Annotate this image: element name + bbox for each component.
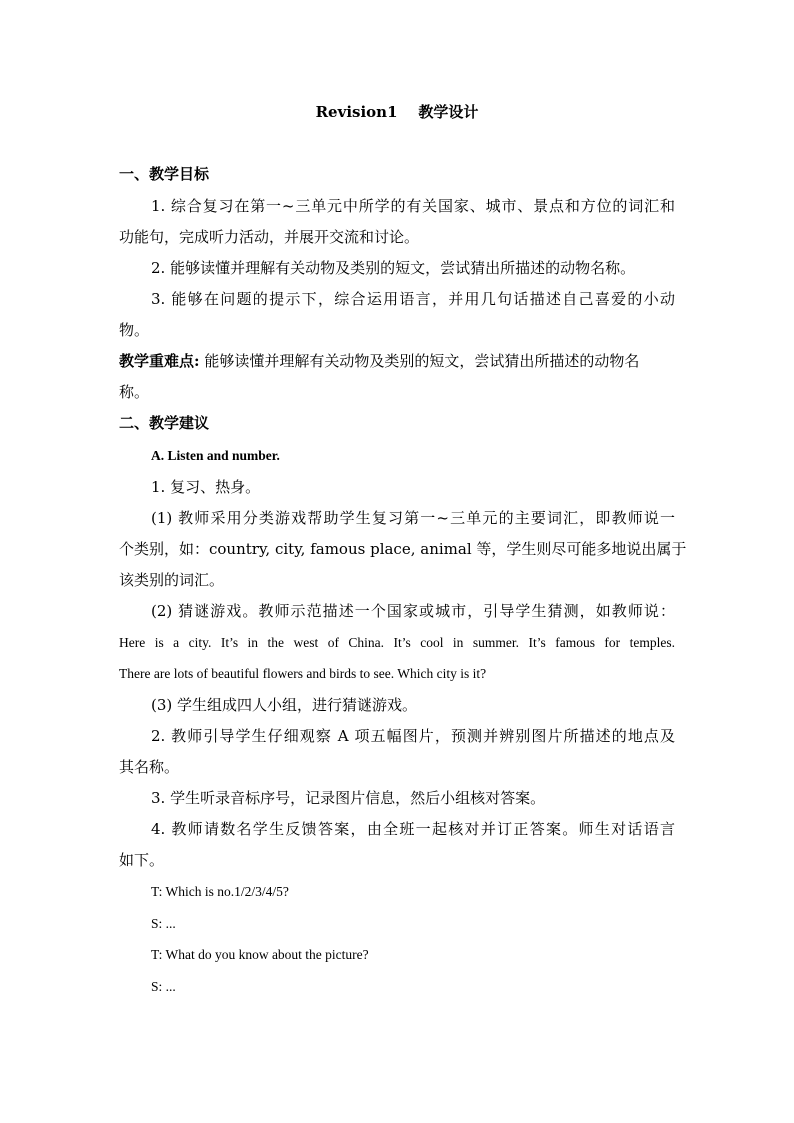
section-heading-goals: 一、教学目标 xyxy=(119,165,210,183)
step-1-2-line-1: (2) 猜谜游戏。教师示范描述一个国家或城市，引导学生猜测，如教师说： xyxy=(151,602,675,620)
dialog-student-1: S: ... xyxy=(151,916,176,931)
key-point-colon: : xyxy=(194,352,200,370)
step-1-1-line-3: 该类别的词汇。 xyxy=(119,571,225,589)
step-1-2-line-2: Here is a city. It’s in the west of China. It’s cool in summer. It’s famous for temples. xyxy=(119,635,675,650)
key-point-line-2: 称。 xyxy=(119,383,150,401)
key-point-text: 能够读懂并理解有关动物及类别的短文，尝试猜出所描述的动物名 xyxy=(199,352,640,370)
step-2-line-2: 其名称。 xyxy=(119,758,180,776)
goal-3-line-1: 3. 能够在问题的提示下，综合运用语言，并用几句话描述自己喜爱的小动 xyxy=(151,290,675,308)
section-heading-suggestions: 二、教学建议 xyxy=(119,414,210,432)
step-2-line-1: 2. 教师引导学生仔细观察 A 项五幅图片，预测并辨别图片所描述的地点及 xyxy=(151,727,675,745)
goal-2: 2. 能够读懂并理解有关动物及类别的短文，尝试猜出所描述的动物名称。 xyxy=(151,259,636,277)
step-1: 1. 复习、热身。 xyxy=(151,478,261,496)
key-point-label: 教学重难点 xyxy=(119,352,195,370)
goal-3-line-2: 物。 xyxy=(119,321,150,339)
dialog-teacher-2: T: What do you know about the picture? xyxy=(151,947,369,962)
step-3: 3. 学生听录音标序号，记录图片信息，然后小组核对答案。 xyxy=(151,789,546,807)
key-point-line-1 xyxy=(119,350,639,372)
dialog-teacher-1: T: Which is no.1/2/3/4/5? xyxy=(151,884,289,899)
step-4-line-2: 如下。 xyxy=(119,851,165,869)
document-title: Revision1 教学设计 xyxy=(315,103,479,121)
step-1-1-line-1: (1) 教师采用分类游戏帮助学生复习第一~三单元的主要词汇，即教师说一 xyxy=(151,509,675,527)
step-1-2-line-3: There are lots of beautiful flowers and birds to see. Which city is it? xyxy=(119,666,487,681)
step-1-3: (3) 学生组成四人小组，进行猜谜游戏。 xyxy=(151,696,418,714)
step-1-1-line-2: 个类别，如：country, city, famous place, animal 等，学生则尽可能多地说出属于 xyxy=(119,540,687,558)
dialog-student-2: S: ... xyxy=(151,979,176,994)
subsection-a-heading: A. Listen and number. xyxy=(151,448,280,463)
goal-1-line-1: 1. 综合复习在第一~三单元中所学的有关国家、城市、景点和方位的词汇和 xyxy=(151,197,675,215)
goal-1-line-2: 功能句，完成听力活动，并展开交流和讨论。 xyxy=(119,228,420,246)
step-4-line-1: 4. 教师请数名学生反馈答案，由全班一起核对并订正答案。师生对话语言 xyxy=(151,820,675,838)
